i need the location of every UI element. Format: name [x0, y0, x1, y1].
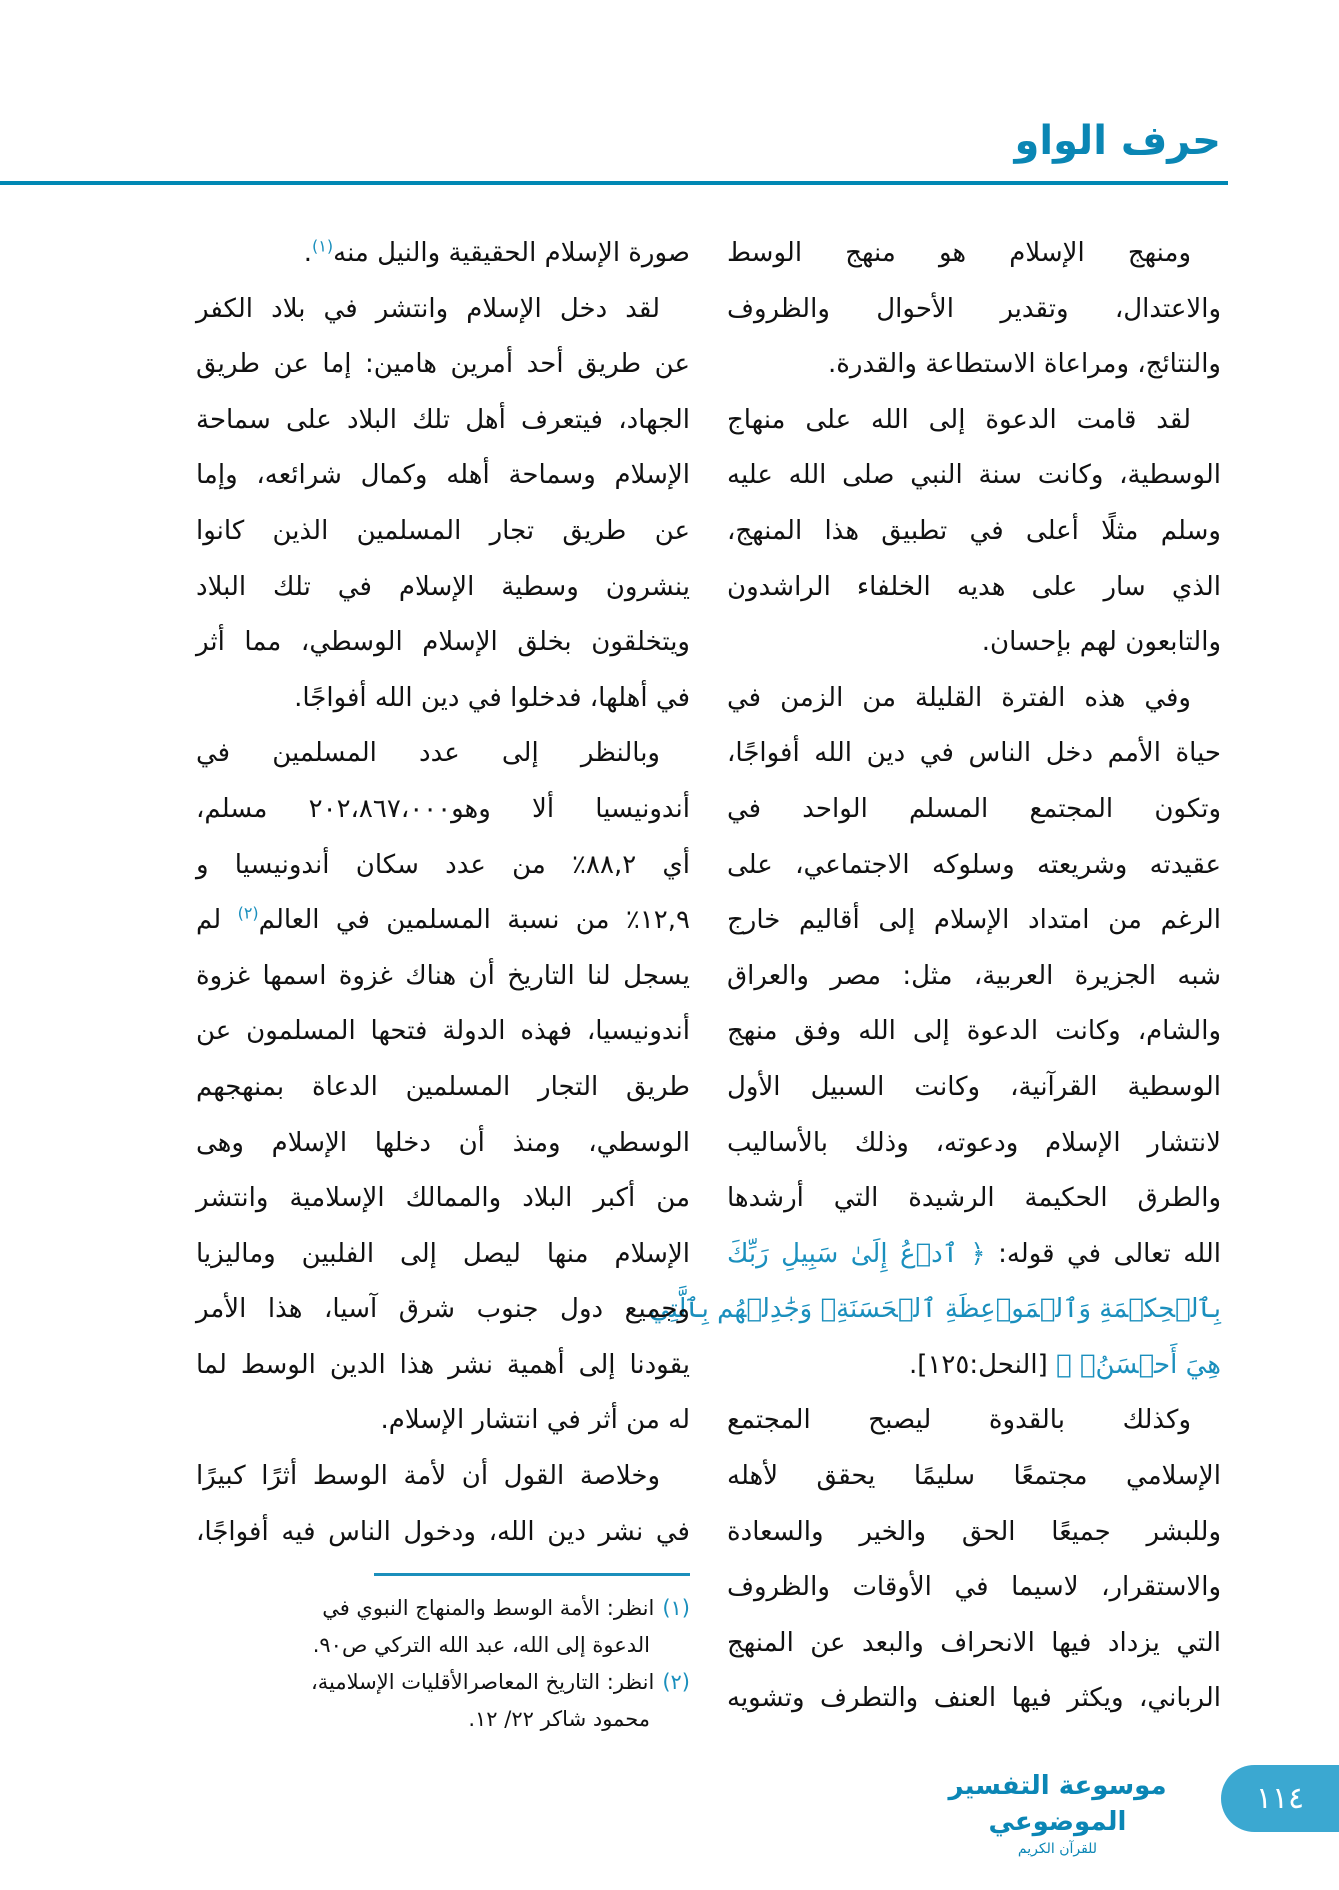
text-segment: والتابعون لهم بإحسان. [981, 627, 1221, 658]
text-segment: صورة الإسلام الحقيقية والنيل منه [333, 238, 690, 268]
text-line [727, 1505, 1221, 1561]
text-line [727, 893, 1221, 949]
text-segment: له من أثر في انتشار الإسلام. [380, 1405, 690, 1436]
header-divider [0, 181, 1228, 185]
text-line [727, 1227, 1221, 1283]
text-line [727, 1616, 1221, 1672]
text-line [196, 1449, 690, 1505]
text-line [727, 504, 1221, 560]
text-segment: ومنهج الإسلام هو منهج الوسط [727, 238, 1191, 268]
text-segment: التي يزداد فيها الانحراف والبعد عن المنهج [727, 1627, 1221, 1658]
text-line [727, 1393, 1221, 1449]
text-segment: في أهلها، فدخلوا في دين الله أفواجًا. [294, 682, 690, 713]
text-line [727, 337, 1221, 393]
footnote-text: محمود شاكر ٢٢/ ١٢. [468, 1707, 650, 1731]
text-line [648, 1282, 1221, 1338]
text-segment: الوسطي، ومنذ أن دخلها الإسلام وهى [196, 1127, 690, 1158]
left-column [196, 226, 690, 1560]
text-line [196, 1505, 690, 1561]
text-line [196, 560, 690, 616]
text-segment: الإسلام وسماحة أهله وكمال شرائعه، وإما [196, 460, 690, 491]
text-segment: لانتشار الإسلام ودعوته، وذلك بالأساليب [727, 1127, 1221, 1158]
quran-verse: بِٱلۡحِكۡمَةِ وَٱلۡمَوۡعِظَةِ ٱلۡحَسَنَةِۖ وَجَٰدِلۡهُم بِٱلَّتِي [648, 1294, 1221, 1325]
page-number: ١١٤ [1221, 1765, 1339, 1832]
text-segment: والطرق الحكيمة الرشيدة التي أرشدها [727, 1183, 1221, 1214]
text-segment: أندونيسيا، فهذه الدولة فتحها المسلمون عن [196, 1016, 690, 1047]
text-segment: والاستقرار، لاسيما في الأوقات والظروف [727, 1572, 1221, 1603]
text-segment: شبه الجزيرة العربية، مثل: مصر والعراق [727, 960, 1221, 991]
text-segment: وجميع دول جنوب شرق آسيا، هذا الأمر [196, 1294, 690, 1325]
text-line [196, 504, 690, 560]
text-segment: وكذلك بالقدوة ليصبح المجتمع [727, 1405, 1191, 1436]
footnote-number: (٢) [662, 1670, 690, 1694]
text-line [727, 1116, 1221, 1172]
text-line [196, 615, 690, 671]
text-segment: والنتائج، ومراعاة الاستطاعة والقدرة. [828, 349, 1221, 380]
text-line [727, 393, 1221, 449]
footnote-ref[interactable]: (٢) [237, 903, 259, 923]
text-line [727, 1560, 1221, 1616]
text-line [196, 1393, 690, 1449]
text-line [727, 1004, 1221, 1060]
text-line [196, 1004, 690, 1060]
logo-title: موسوعة التفسير الموضوعي [948, 1771, 1167, 1837]
text-line [196, 1282, 690, 1338]
footnote-text: انظر: الأمة الوسط والمنهاج النبوي في [322, 1596, 655, 1620]
text-segment: يقودنا إلى أهمية نشر هذا الدين الوسط لما [196, 1349, 690, 1380]
text-line [196, 448, 690, 504]
text-segment: وللبشر جميعًا الحق والخير والسعادة [727, 1516, 1221, 1547]
text-line [727, 1171, 1221, 1227]
text-segment: ١٢,٩٪ من نسبة المسلمين في العالم [258, 905, 690, 936]
text-segment: أي ٨٨,٢٪ من عدد سكان أندونيسيا و [196, 849, 690, 880]
text-line [727, 1449, 1221, 1505]
text-segment: الذي سار على هديه الخلفاء الراشدون [727, 571, 1221, 602]
text-segment: الوسطية، وكانت سنة النبي صلى الله عليه [727, 460, 1221, 491]
text-segment: يسجل لنا التاريخ أن هناك غزوة اسمها غزوة [196, 960, 690, 991]
text-segment: الإسلام منها ليصل إلى الفلبين وماليزيا [196, 1238, 690, 1269]
text-line [727, 1338, 1221, 1394]
text-segment: في نشر دين الله، ودخول الناس فيه أفواجًا، [196, 1516, 690, 1547]
logo-subtitle: للقرآن الكريم [1017, 1841, 1098, 1857]
footnote-text: الدعوة إلى الله، عبد الله التركي ص٩٠. [312, 1633, 650, 1657]
text-line [196, 1227, 690, 1283]
text-segment: طريق التجار المسلمين الدعاة بمنهجهم [196, 1071, 690, 1102]
text-segment: أندونيسيا ألا وهو٢٠٢،٨٦٧،٠٠٠ مسلم، [196, 793, 690, 824]
text-line [727, 726, 1221, 782]
text-line [727, 671, 1221, 727]
text-segment: لم [196, 905, 238, 936]
text-segment: الله تعالى في قوله: [985, 1238, 1221, 1269]
text-segment: حياة الأمم دخل الناس في دين الله أفواجًا، [727, 738, 1221, 769]
text-segment: . [303, 238, 313, 268]
text-line [727, 949, 1221, 1005]
footnote-number: (١) [662, 1596, 690, 1620]
text-line [196, 782, 690, 838]
text-segment: والشام، وكانت الدعوة إلى الله وفق منهج [727, 1016, 1221, 1047]
text-segment: وفي هذه الفترة القليلة من الزمن في [727, 682, 1191, 713]
text-segment: وتكون المجتمع المسلم الواحد في [727, 793, 1221, 824]
text-line [727, 1060, 1221, 1116]
text-segment: لقد قامت الدعوة إلى الله على منهاج [727, 404, 1191, 435]
text-segment: الوسطية القرآنية، وكانت السبيل الأول [727, 1071, 1221, 1102]
text-line [727, 282, 1221, 338]
text-line [196, 282, 690, 338]
right-column [648, 226, 1221, 1727]
text-line [196, 949, 690, 1005]
footnote-1 [196, 1590, 690, 1664]
chapter-title: حرف الواو [1014, 118, 1221, 164]
footnotes [196, 1590, 690, 1738]
text-segment: الرغم من امتداد الإسلام إلى أقاليم خارج [727, 905, 1221, 936]
text-line [196, 1060, 690, 1116]
text-segment: وسلم مثلًا أعلى في تطبيق هذا المنهج، [727, 515, 1221, 546]
text-line [196, 337, 690, 393]
text-line [727, 560, 1221, 616]
encyclopedia-logo [930, 1768, 1185, 1858]
text-line [196, 838, 690, 894]
text-line [196, 1338, 690, 1394]
text-line [196, 726, 690, 782]
text-line [727, 782, 1221, 838]
text-segment: الرباني، ويكثر فيها العنف والتطرف وتشويه [727, 1683, 1221, 1714]
text-line [727, 448, 1221, 504]
text-segment: وخلاصة القول أن لأمة الوسط أثرًا كبيرًا [196, 1461, 660, 1492]
text-line [196, 1116, 690, 1172]
quran-verse: هِيَ أَحۡسَنُۚ ﴾ [1055, 1349, 1221, 1380]
footnote-text: انظر: التاريخ المعاصرالأقليات الإسلامية، [311, 1670, 655, 1694]
text-segment: الإسلامي مجتمعًا سليمًا يحقق لأهله [727, 1461, 1221, 1492]
text-line [727, 226, 1221, 282]
text-line [196, 893, 690, 949]
text-segment: ينشرون وسطية الإسلام في تلك البلاد [196, 571, 690, 602]
text-segment: عن طريق أحد أمرين هامين: إما عن طريق [196, 349, 690, 380]
text-segment: [النحل:١٢٥]. [909, 1349, 1056, 1380]
text-segment: ويتخلقون بخلق الإسلام الوسطي، مما أثر [196, 627, 690, 658]
text-line [196, 671, 690, 727]
footnote-2 [196, 1664, 690, 1738]
text-segment: لقد دخل الإسلام وانتشر في بلاد الكفر [196, 293, 660, 324]
text-segment: والاعتدال، وتقدير الأحوال والظروف [727, 293, 1221, 324]
text-line [196, 393, 690, 449]
text-line [727, 615, 1221, 671]
text-line [727, 838, 1221, 894]
text-segment: عن طريق تجار المسلمين الذين كانوا [196, 515, 690, 546]
footnote-ref[interactable]: (١) [312, 236, 334, 256]
quran-verse: ﴿ ٱدۡعُ إِلَىٰ سَبِيلِ رَبِّكَ [727, 1238, 986, 1269]
footnote-separator [374, 1573, 690, 1576]
text-segment: عقيدته وشريعته وسلوكه الاجتماعي، على [727, 849, 1221, 880]
text-line [727, 1671, 1221, 1727]
text-segment: وبالنظر إلى عدد المسلمين في [196, 738, 660, 769]
text-segment: من أكبر البلاد والممالك الإسلامية وانتشر [196, 1183, 690, 1214]
text-line [196, 226, 690, 282]
text-line [196, 1171, 690, 1227]
text-segment: الجهاد، فيتعرف أهل تلك البلاد على سماحة [196, 404, 690, 435]
